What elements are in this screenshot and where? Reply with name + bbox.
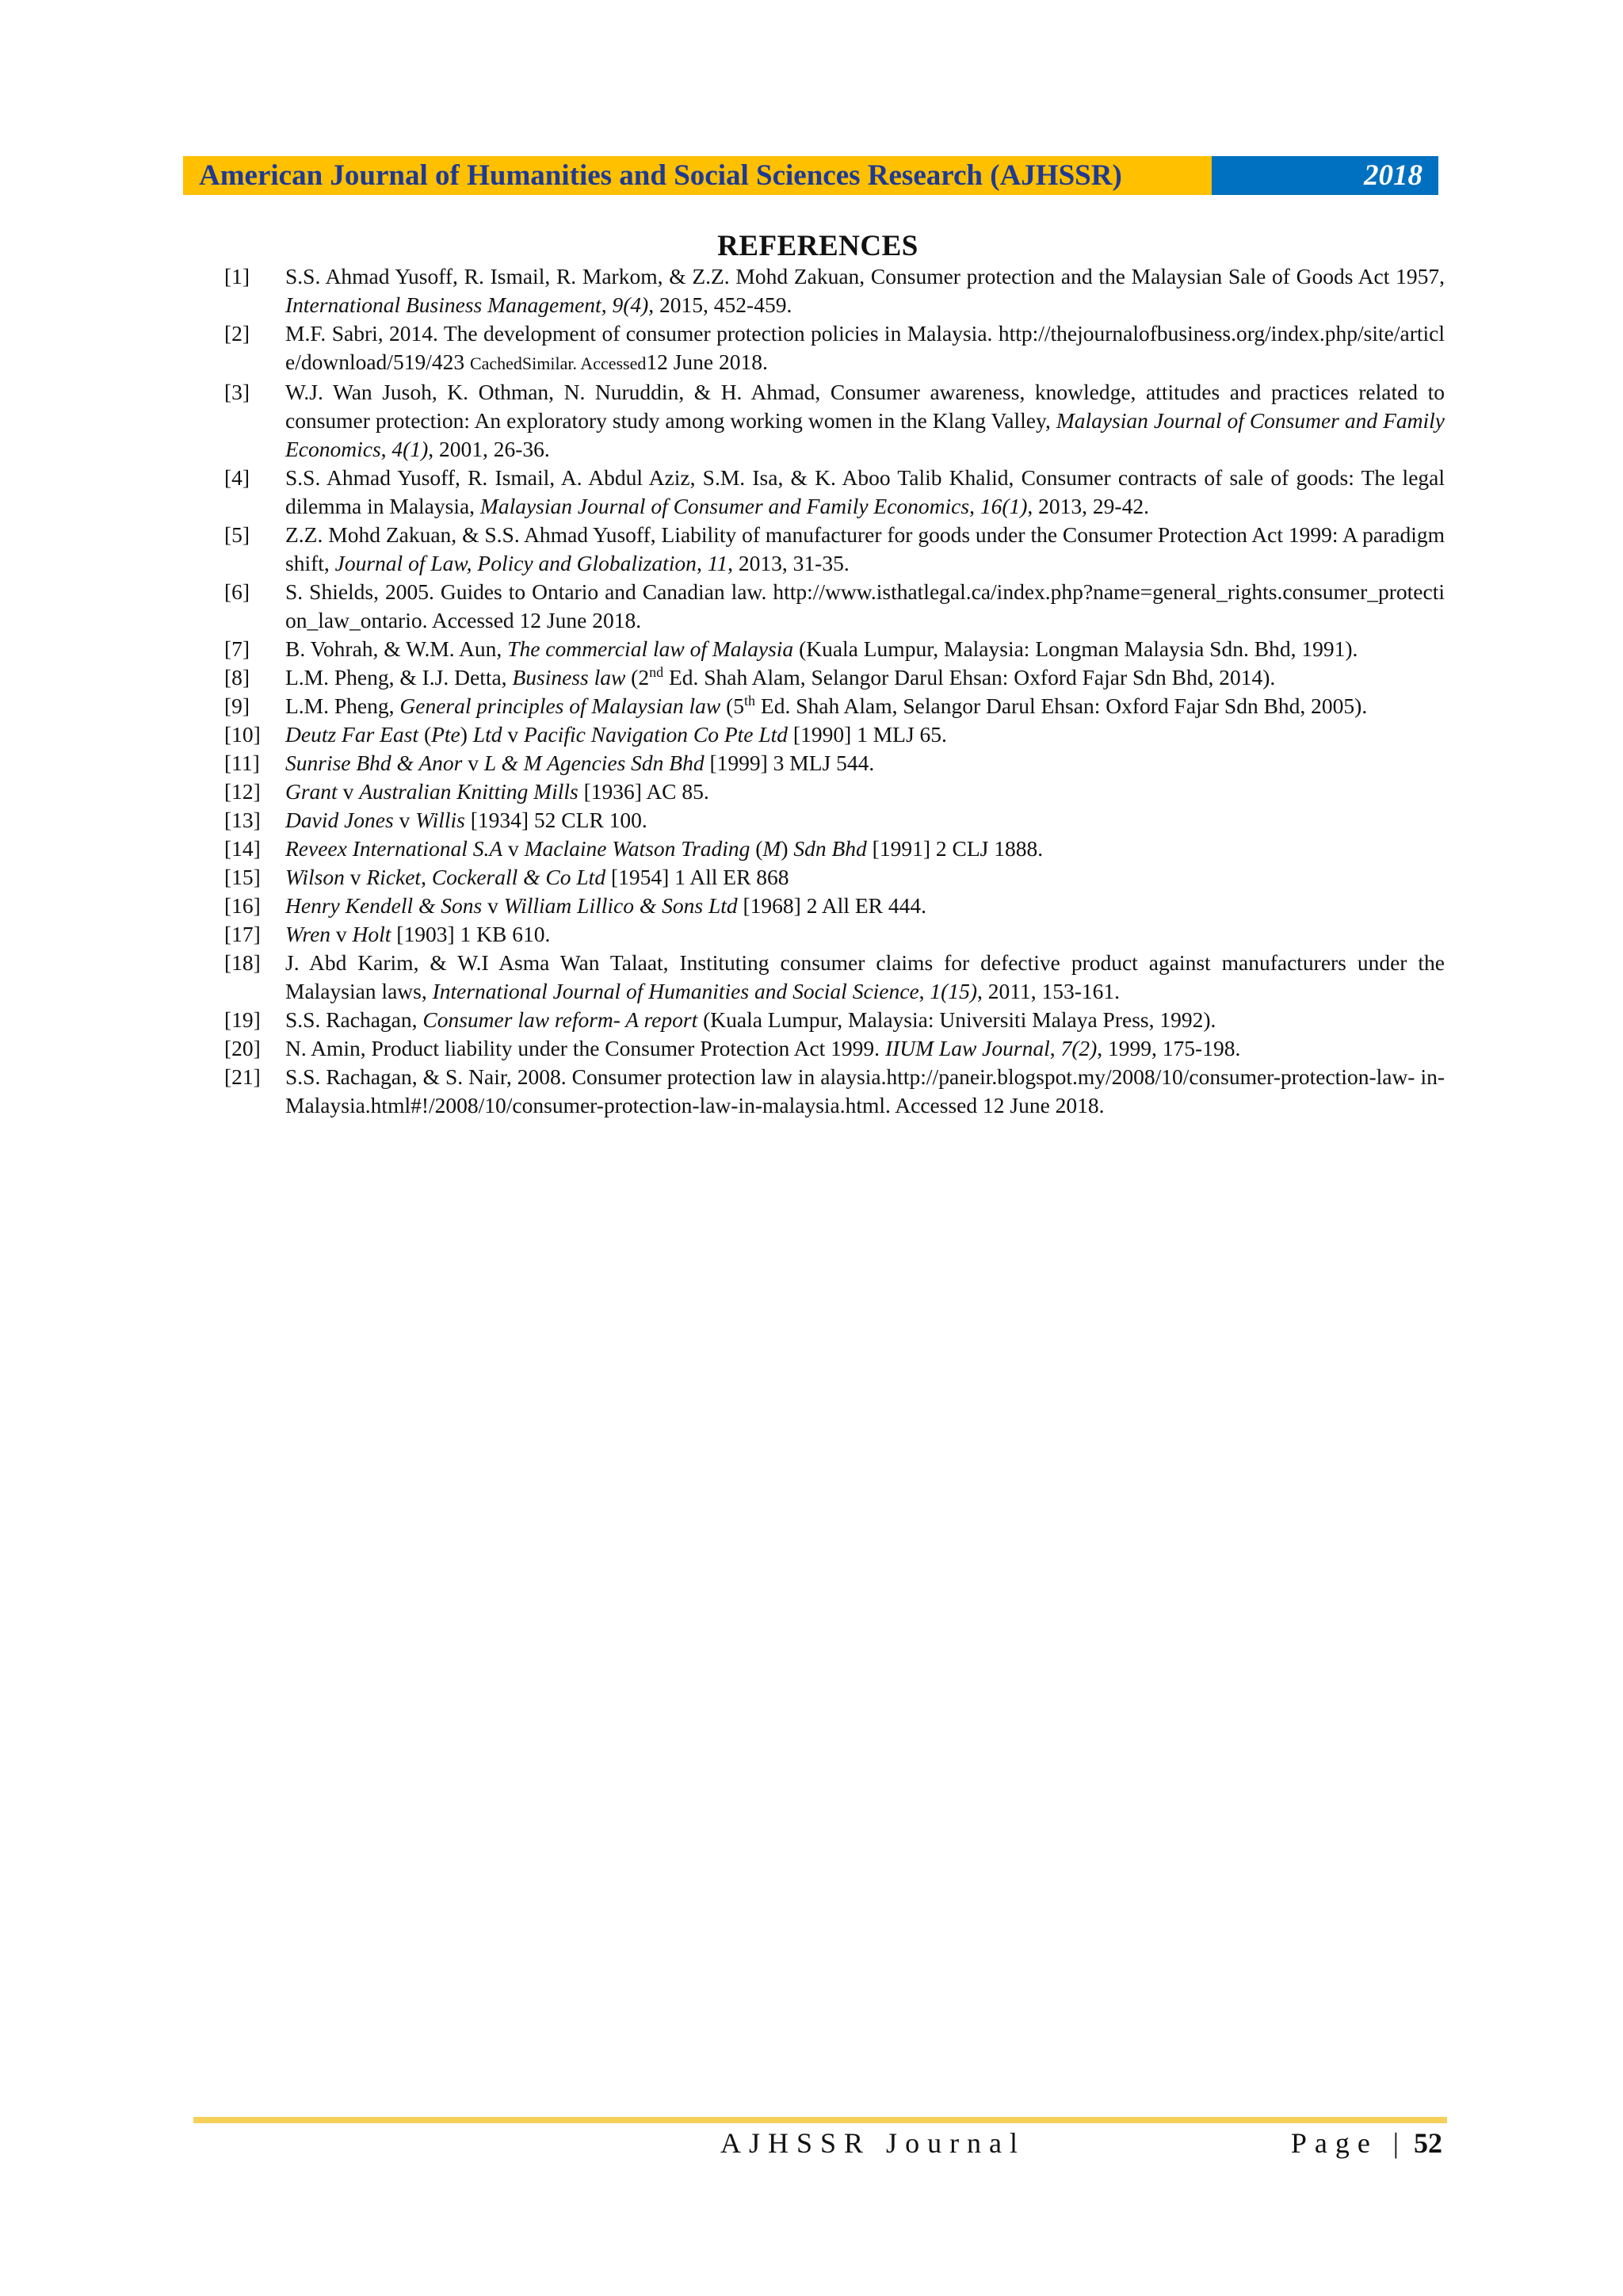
reference-fragment: , 2013, 31-35.: [727, 551, 850, 575]
reference-fragment: Wren: [285, 922, 331, 946]
reference-fragment: W.J. Wan Jusoh, K. Othman, N. Nuruddin, & H. Ahmad, Consumer awareness, knowledge, attitudes and practices related to consumer protection: An exploratory study among working women in the Klang Valley,: [285, 380, 1445, 433]
reference-fragment: (Kuala Lumpur, Malaysia: Longman Malaysia Sdn. Bhd, 1991).: [793, 636, 1358, 661]
header-year-box: [1212, 156, 1438, 195]
reference-fragment: Wilson: [285, 865, 345, 889]
reference-url: http://thejournalofbusiness.org/index.php/site/article/download/519/423: [285, 321, 1445, 374]
reference-fragment: 4(1): [391, 437, 429, 461]
reference-item: [224, 1063, 1445, 1120]
reference-number: [2]: [224, 321, 250, 346]
reference-item: [224, 749, 1445, 777]
reference-fragment: [1903] 1 KB 610.: [391, 922, 551, 946]
reference-text: [285, 779, 709, 804]
reference-number: [11]: [224, 751, 260, 775]
reference-fragment: ): [460, 722, 473, 747]
reference-url: http://www.isthatlegal.ca/index.php?name=general_rights.consumer_protection_law_ontario.: [285, 579, 1445, 632]
reference-fragment: Ricket: [366, 865, 422, 889]
footer-page-indicator: [1291, 2126, 1442, 2160]
reference-item: [224, 1006, 1445, 1034]
reference-fragment: S. Shields, 2005. Guides to Ontario and Canadian law.: [285, 579, 773, 604]
reference-fragment: v: [330, 922, 353, 946]
reference-text: [285, 751, 874, 775]
reference-number: [20]: [224, 1036, 261, 1060]
reference-fragment: CachedSimilar. Accessed: [469, 353, 647, 373]
reference-fragment: S.S. Rachagan,: [285, 1007, 423, 1032]
reference-number: [21]: [224, 1064, 261, 1089]
reference-fragment: David Jones: [285, 808, 394, 832]
reference-fragment: B. Vohrah, & W.M. Aun,: [285, 636, 508, 661]
reference-fragment: Deutz Far East: [285, 722, 419, 747]
reference-fragment: v: [482, 893, 504, 918]
reference-fragment: [464, 350, 470, 374]
reference-fragment: ,: [918, 979, 930, 1003]
reference-number: [9]: [224, 693, 250, 718]
reference-text: [285, 722, 947, 747]
reference-fragment: (: [750, 836, 763, 861]
reference-fragment: International Journal of Humanities and Social Science: [432, 979, 919, 1003]
reference-fragment: (: [418, 722, 432, 747]
reference-fragment: The commercial law of Malaysia: [507, 636, 794, 661]
reference-fragment: v: [502, 722, 524, 747]
reference-number: [14]: [224, 836, 261, 861]
reference-item: [224, 806, 1445, 835]
reference-item: [224, 635, 1445, 663]
reference-fragment: ,: [969, 494, 980, 518]
reference-fragment: International Business Management: [285, 292, 601, 317]
reference-fragment: Grant: [285, 779, 338, 804]
reference-number: [8]: [224, 665, 250, 690]
reference-fragment: Malaysian Journal of Consumer and Family Economics: [285, 408, 1445, 461]
reference-fragment: S.S. Ahmad Yusoff, R. Ismail, R. Markom, & Z.Z. Mohd Zakuan, Consumer protection and the Malaysian Sale of Goods Act 1957,: [285, 264, 1445, 288]
reference-number: [7]: [224, 636, 250, 661]
reference-fragment: Henry Kendell & Sons: [285, 893, 483, 918]
reference-fragment: , 1999, 175-198.: [1097, 1036, 1241, 1060]
reference-fragment: [1936] AC 85.: [578, 779, 709, 804]
reference-fragment: v: [502, 836, 525, 861]
reference-item: [224, 578, 1445, 635]
header-title-box: [183, 156, 1212, 195]
reference-item: [224, 892, 1445, 920]
reference-text: [285, 1036, 1240, 1060]
reference-fragment: ,: [1049, 1036, 1061, 1060]
reference-fragment: 16(1): [980, 494, 1028, 518]
reference-fragment: M.F. Sabri, 2014. The development of consumer protection policies in Malaysia.: [285, 321, 999, 346]
reference-fragment: ,: [696, 551, 708, 575]
reference-fragment: [1954] 1 All ER 868: [605, 865, 789, 889]
reference-fragment: 7(2): [1060, 1036, 1098, 1060]
reference-fragment: [1934] 52 CLR 100.: [464, 808, 647, 832]
reference-fragment: General principles of Malaysian law: [399, 693, 721, 718]
reference-fragment: L.M. Pheng,: [285, 693, 400, 718]
reference-fragment: Consumer law reform- A report: [422, 1007, 698, 1032]
reference-text: [285, 893, 926, 918]
reference-number: [19]: [224, 1007, 261, 1032]
journal-year: 2018: [1364, 159, 1423, 192]
reference-text: [285, 836, 1043, 861]
reference-fragment: Australian Knitting Mills: [359, 779, 579, 804]
reference-fragment: 12 June 2018.: [646, 350, 768, 374]
reference-fragment: Ed. Shah Alam, Selangor Darul Ehsan: Oxford Fajar Sdn Bhd, 2014).: [663, 665, 1276, 690]
reference-text: [285, 922, 550, 946]
reference-fragment: ,: [421, 865, 432, 889]
reference-fragment: Holt: [352, 922, 391, 946]
reference-item: [224, 777, 1445, 806]
reference-fragment: 9(4),: [612, 292, 655, 317]
reference-item: [224, 262, 1445, 319]
reference-fragment: Pacific Navigation Co Pte Ltd: [524, 722, 789, 747]
reference-fragment: [1999] 3 MLJ 544.: [704, 751, 875, 775]
reference-fragment: Sdn Bhd: [793, 836, 867, 861]
reference-text: [285, 1064, 1445, 1117]
reference-number: [6]: [224, 579, 250, 604]
reference-fragment: Sunrise Bhd & Anor: [285, 751, 463, 775]
reference-item: [224, 692, 1445, 720]
reference-fragment: Business law: [512, 665, 626, 690]
reference-number: [18]: [224, 950, 261, 975]
reference-item: [224, 1034, 1445, 1063]
reference-item: [224, 378, 1445, 464]
reference-fragment: Maclaine Watson Trading: [524, 836, 750, 861]
reference-text: [285, 465, 1445, 518]
reference-number: [13]: [224, 808, 261, 832]
reference-fragment: N. Amin, Product liability under the Consumer Protection Act 1999.: [285, 1036, 885, 1060]
reference-fragment: Malaysian Journal of Consumer and Family Economics: [479, 494, 970, 518]
reference-fragment: ,: [601, 292, 613, 317]
reference-item: [224, 920, 1445, 949]
reference-text: [285, 865, 789, 889]
reference-fragment: S.S. Ahmad Yusoff, R. Ismail, A. Abdul Aziz, S.M. Isa, & K. Aboo Talib Khalid, Consumer contracts of sale of goods: The legal dilemma in Malaysia,: [285, 465, 1445, 518]
reference-item: [224, 521, 1445, 578]
reference-text: [285, 321, 1445, 374]
reference-fragment: Cockerall & Co Ltd: [431, 865, 606, 889]
reference-fragment: ,: [380, 437, 392, 461]
reference-fragment: [1990] 1 MLJ 65.: [788, 722, 947, 747]
reference-text: [285, 579, 1445, 632]
footer-page-label: Page |: [1290, 2127, 1407, 2159]
reference-fragment: J. Abd Karim, & W.I Asma Wan Talaat, Instituting consumer claims for defective product against manufacturers under the Malaysian laws,: [285, 950, 1445, 1003]
reference-fragment: , 2013, 29-42.: [1027, 494, 1149, 518]
reference-fragment: , 2011, 153-161.: [977, 979, 1121, 1003]
reference-fragment: , 2001, 26-36.: [428, 437, 550, 461]
reference-fragment: Accessed 12 June 2018.: [427, 608, 642, 632]
reference-text: [285, 380, 1445, 461]
reference-fragment: v: [393, 808, 416, 832]
reference-fragment: Journal of Law, Policy and Globalization: [334, 551, 697, 575]
reference-fragment: Willis: [415, 808, 465, 832]
reference-number: [16]: [224, 893, 261, 918]
reference-number: [4]: [224, 465, 250, 490]
reference-item: [224, 319, 1445, 378]
reference-number: [17]: [224, 922, 261, 946]
reference-text: [285, 808, 647, 832]
reference-text: [285, 636, 1358, 661]
reference-item: [224, 464, 1445, 521]
reference-fragment: William Lillico & Sons Ltd: [503, 893, 738, 918]
reference-fragment: 1(15): [930, 979, 977, 1003]
reference-item: [224, 835, 1445, 863]
reference-number: [5]: [224, 522, 250, 547]
reference-fragment: v: [337, 779, 360, 804]
reference-fragment: L.M. Pheng, & I.J. Detta,: [285, 665, 513, 690]
reference-fragment: Z.Z. Mohd Zakuan, & S.S. Ahmad Yusoff, Liability of manufacturer for goods under the Consumer Protection Act 1999: A paradigm shift,: [285, 522, 1445, 575]
reference-fragment: (Kuala Lumpur, Malaysia: Universiti Malaya Press, 1992).: [697, 1007, 1216, 1032]
footer-page-number: 52: [1414, 2127, 1442, 2159]
reference-item: [224, 663, 1445, 692]
reference-fragment: 2015, 452-459.: [654, 292, 792, 317]
reference-number: [3]: [224, 380, 250, 404]
footer-rule: [193, 2117, 1447, 2123]
reference-fragment: L & M Agencies Sdn Bhd: [483, 751, 705, 775]
journal-header: [183, 156, 1438, 195]
reference-fragment: Ltd: [472, 722, 502, 747]
reference-item: [224, 863, 1445, 892]
reference-fragment: M: [762, 836, 781, 861]
reference-fragment: [1991] 2 CLJ 1888.: [866, 836, 1044, 861]
reference-item: [224, 949, 1445, 1006]
journal-title: American Journal of Humanities and Social Sciences Research (AJHSSR): [199, 159, 1122, 192]
reference-text: [285, 693, 1367, 718]
footer-journal-name: AJHSSR Journal: [720, 2127, 1026, 2159]
reference-fragment: 11: [707, 551, 728, 575]
reference-fragment: IIUM Law Journal: [884, 1036, 1050, 1060]
reference-text: [285, 950, 1445, 1003]
reference-fragment: S.S. Rachagan, & S. Nair, 2008. Consumer protection law in alaysia.http://paneir.blogspot.my/2008/10/consumer-protection-law- in- Malaysia.html#!/2008/10/consumer-protection-law-in-malaysia.html. Accessed 12 June 2018.: [285, 1064, 1445, 1117]
reference-fragment: (5: [720, 693, 744, 718]
reference-fragment: v: [344, 865, 367, 889]
reference-fragment: v: [462, 751, 484, 775]
reference-text: [285, 264, 1445, 317]
reference-fragment: nd: [649, 663, 664, 680]
reference-fragment: Reveex International S.A: [285, 836, 503, 861]
reference-number: [1]: [224, 264, 250, 288]
reference-text: [285, 1007, 1216, 1032]
reference-fragment: (2: [625, 665, 650, 690]
reference-fragment: ): [781, 836, 794, 861]
section-title: REFERENCES: [717, 230, 918, 262]
reference-number: [10]: [224, 722, 261, 747]
reference-text: [285, 522, 1445, 575]
reference-fragment: Pte: [431, 722, 460, 747]
reference-number: [12]: [224, 779, 261, 804]
reference-fragment: Ed. Shah Alam, Selangor Darul Ehsan: Oxford Fajar Sdn Bhd, 2005).: [755, 693, 1368, 718]
reference-fragment: th: [744, 692, 756, 709]
reference-number: [15]: [224, 865, 261, 889]
reference-item: [224, 720, 1445, 749]
reference-list: [224, 262, 1445, 1120]
reference-fragment: [1968] 2 All ER 444.: [737, 893, 926, 918]
reference-text: [285, 665, 1275, 690]
